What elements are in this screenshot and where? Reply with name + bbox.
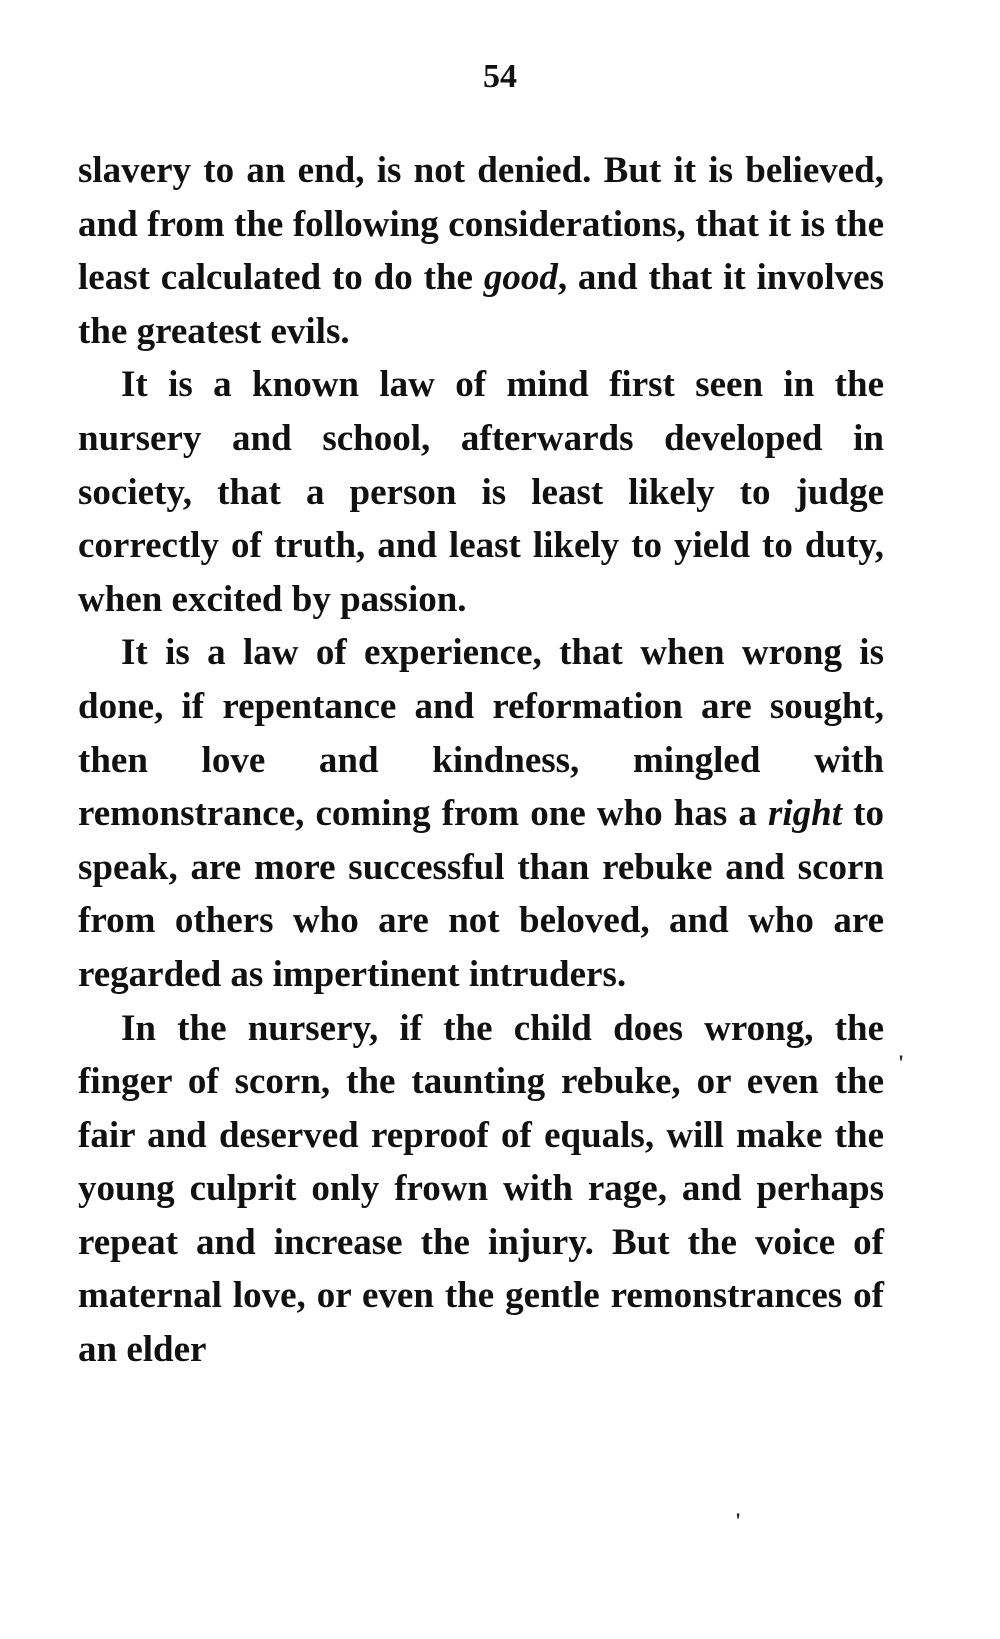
stray-ink-mark: ' xyxy=(898,1050,905,1075)
paragraph-4 xyxy=(78,1002,884,1377)
paragraph-1-emphasis: good xyxy=(483,257,558,299)
paragraph-2-text: It is a known law of mind first seen in the nursery and school, afterwards developed in society, that a person is least likely to judge correctly of truth, and least likely to yield to duty, when excited by passion. xyxy=(78,364,884,620)
paragraph-3-text: It is a law of experience, that when wrong is done, if repentance and reformation are sought, then love and kindness, mingled with remonstrance, coming from one who has a xyxy=(78,632,884,835)
paragraph-3-emphasis: right xyxy=(768,793,843,835)
page-number: 54 xyxy=(483,58,517,95)
paragraph-1-text: slavery to an end, is not denied. But it is believed, and from the following considerations, that it is the least calculated to do the xyxy=(78,150,884,299)
stray-ink-mark-bottom: ' xyxy=(735,1508,742,1533)
paragraph-3 xyxy=(78,626,884,1001)
paragraph-4-text: In the nursery, if the child does wrong, the finger of scorn, the taunting rebuke, or even the fair and deserved reproof of equals, will make the young culprit only frown with rage, and perhaps repeat and increase the injury. But the voice of maternal love, or even the gentle remonstrances of an elder xyxy=(78,1007,884,1371)
body-text xyxy=(78,144,884,1377)
paragraph-2 xyxy=(78,358,884,626)
paragraph-1-text-end: , and that it involves the greatest evils. xyxy=(78,257,884,352)
paragraph-3-text-end: to speak, are more successful than rebuke and scorn from others who are not beloved, and who are regarded as impertinent intruders. xyxy=(78,793,884,995)
paragraph-1 xyxy=(78,144,884,358)
